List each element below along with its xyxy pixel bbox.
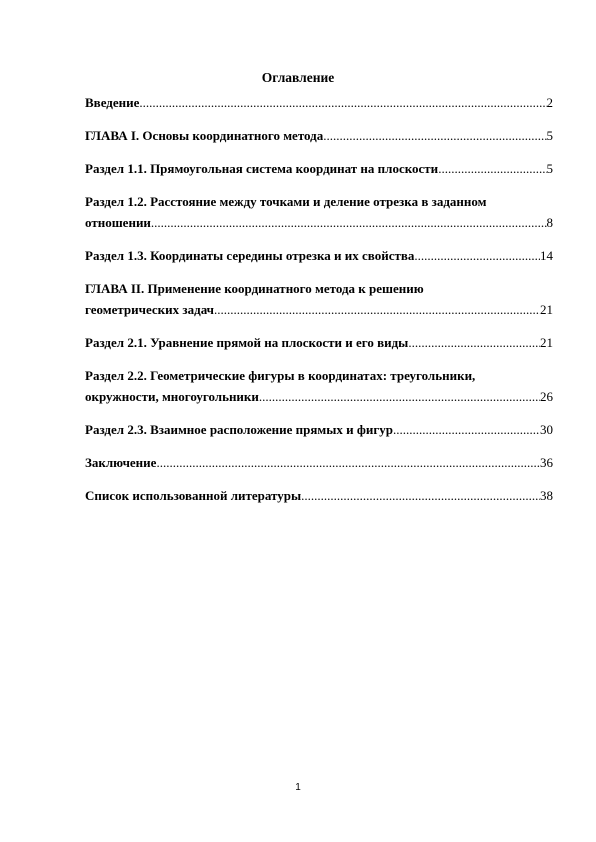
toc-entry-label: Раздел 2.3. Взаимное расположение прямых и фигур	[85, 422, 394, 437]
toc-entry-line	[85, 245, 553, 266]
toc-leader-dots	[259, 386, 540, 407]
toc-entry-section-2-3[interactable]	[85, 419, 553, 440]
toc-title: Оглавление	[261, 70, 335, 85]
toc-page-number: 21	[540, 335, 553, 350]
page-number: 1	[295, 782, 301, 793]
toc-entry-line	[85, 386, 553, 407]
toc-page-number: 36	[540, 455, 553, 470]
toc-entry-label: Раздел 1.1. Прямоугольная система координат на плоскости	[85, 161, 439, 176]
toc-entry-chapter-2[interactable]	[85, 278, 553, 320]
toc-entry-line	[85, 419, 553, 440]
toc-page-number: 30	[540, 422, 553, 437]
toc-page-number: 38	[540, 488, 553, 503]
toc-page-number: 14	[540, 248, 553, 263]
toc-page-number: 2	[546, 95, 553, 110]
table-of-contents	[85, 92, 553, 518]
toc-entry-line	[85, 125, 553, 146]
toc-leader-dots	[393, 419, 540, 440]
toc-entry-label: отношении	[85, 215, 151, 230]
toc-leader-dots	[151, 212, 547, 233]
toc-leader-dots	[408, 332, 540, 353]
toc-entry-label-line-1: Раздел 2.2. Геометрические фигуры в координатах: треугольники,	[85, 368, 476, 383]
toc-entry-label: окружности, многоугольники	[85, 389, 259, 404]
toc-leader-dots	[301, 485, 540, 506]
toc-entry-section-1-3[interactable]	[85, 245, 553, 266]
toc-leader-dots	[214, 299, 540, 320]
toc-page-number: 26	[540, 389, 553, 404]
toc-leader-dots	[139, 92, 546, 113]
toc-entry-label: Введение	[85, 95, 140, 110]
toc-leader-dots	[414, 245, 540, 266]
toc-leader-dots	[156, 452, 540, 473]
toc-leader-dots	[323, 125, 546, 146]
toc-page-number: 5	[546, 128, 553, 143]
toc-entry-label-line-1: Раздел 1.2. Расстояние между точками и деление отрезка в заданном	[85, 194, 487, 209]
toc-entry-line	[85, 452, 553, 473]
toc-page-number: 8	[546, 215, 553, 230]
toc-entry-label: Список использованной литературы	[85, 488, 302, 503]
toc-entry-section-1-1[interactable]	[85, 158, 553, 179]
toc-entry-references[interactable]	[85, 485, 553, 506]
toc-entry-section-2-1[interactable]	[85, 332, 553, 353]
toc-entry-label: геометрических задач	[85, 302, 215, 317]
toc-entry-line	[85, 299, 553, 320]
toc-entry-label: Раздел 1.3. Координаты середины отрезка и их свойства	[85, 248, 415, 263]
toc-entry-section-2-2[interactable]	[85, 365, 553, 407]
toc-entry-chapter-1[interactable]	[85, 125, 553, 146]
toc-entry-line	[85, 92, 553, 113]
toc-entry-introduction[interactable]	[85, 92, 553, 113]
toc-page-number: 5	[546, 161, 553, 176]
toc-entry-line	[85, 485, 553, 506]
toc-entry-line	[85, 332, 553, 353]
toc-entry-line	[85, 212, 553, 233]
toc-leader-dots	[438, 158, 546, 179]
toc-entry-conclusion[interactable]	[85, 452, 553, 473]
toc-entry-line	[85, 158, 553, 179]
toc-page-number: 21	[540, 302, 553, 317]
toc-entry-label-line-1: ГЛАВА II. Применение координатного метода к решению	[85, 281, 424, 296]
toc-entry-label: Раздел 2.1. Уравнение прямой на плоскости и его виды	[85, 335, 409, 350]
toc-entry-label: Заключение	[85, 455, 157, 470]
toc-entry-section-1-2[interactable]	[85, 191, 553, 233]
toc-entry-label: ГЛАВА I. Основы координатного метода	[85, 128, 324, 143]
